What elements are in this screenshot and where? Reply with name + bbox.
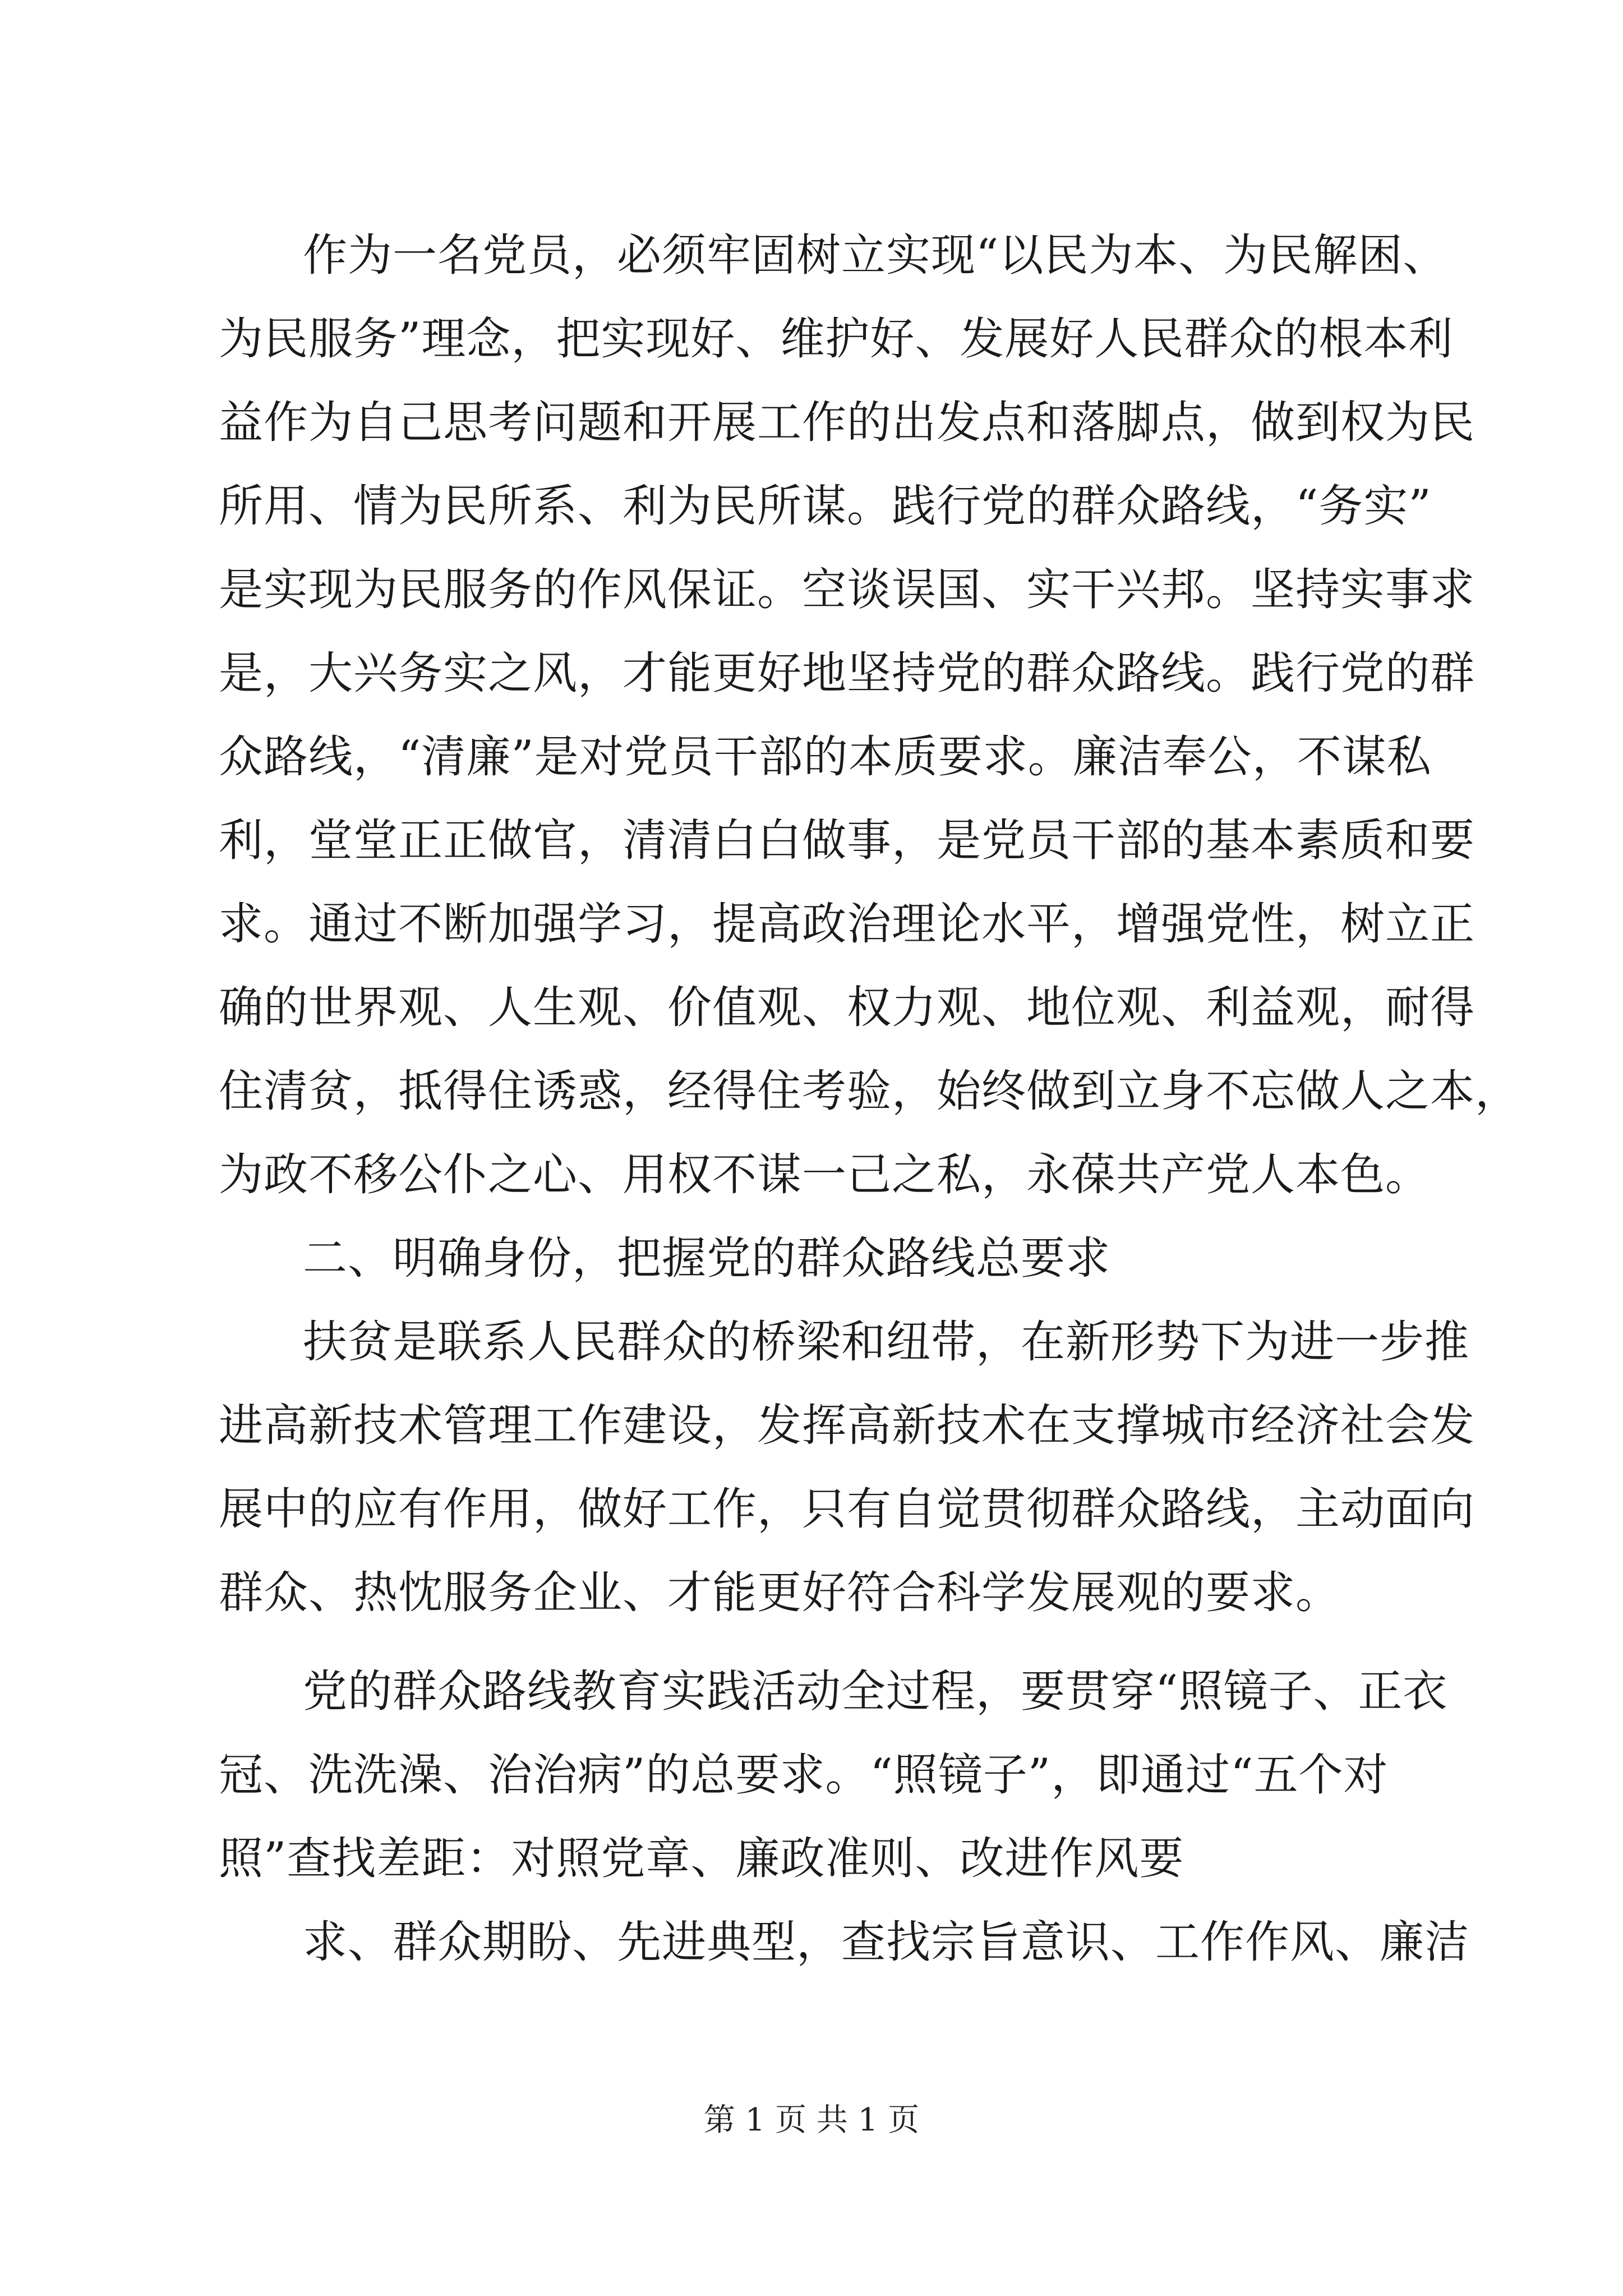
- paragraph-line: 作为一名党员，必须牢固树立实现“以民为本、为民解困、: [303, 229, 1448, 281]
- paragraph-line: 确的世界观、人生观、价值观、权力观、地位观、利益观，耐得: [219, 982, 1475, 1033]
- paragraph-line: 益作为自己思考问题和开展工作的出发点和落脚点，做到权为民: [219, 397, 1475, 448]
- paragraph-line: 为政不移公仆之心、用权不谋一己之私，永葆共产党人本色。: [219, 1149, 1430, 1200]
- paragraph-line: 进高新技术管理工作建设，发挥高新技术在支撑城市经济社会发: [219, 1400, 1475, 1451]
- paragraph-line: 众路线，“清廉”是对党员干部的本质要求。廉洁奉公，不谋私: [219, 731, 1432, 783]
- paragraph-line: 照”查找差距：对照党章、廉政准则、改进作风要: [219, 1833, 1184, 1884]
- paragraph-line: 展中的应有作用，做好工作，只有自觉贯彻群众路线，主动面向: [219, 1483, 1475, 1535]
- paragraph-line: 扶贫是联系人民群众的桥梁和纽带，在新形势下为进一步推: [303, 1316, 1469, 1368]
- paragraph-line: 求。通过不断加强学习，提高政治理论水平，增强党性，树立正: [219, 898, 1475, 950]
- paragraph-line: 求、群众期盼、先进典型，查找宗旨意识、工作作风、廉洁: [303, 1916, 1469, 1968]
- paragraph-line: 为民服务”理念，把实现好、维护好、发展好人民群众的根本利: [219, 313, 1454, 365]
- paragraph-line: 群众、热忱服务企业、才能更好符合科学发展观的要求。: [219, 1567, 1340, 1618]
- paragraph-line: 住清贫，抵得住诱惑，经得住考验，始终做到立身不忘做人之本，: [219, 1065, 1520, 1117]
- paragraph-line: 党的群众路线教育实践活动全过程，要贯穿“照镜子、正衣: [303, 1665, 1448, 1717]
- section-heading: 二、明确身份，把握党的群众路线总要求: [303, 1232, 1110, 1284]
- paragraph-line: 是实现为民服务的作风保证。空谈误国、实干兴邦。坚持实事求: [219, 564, 1475, 615]
- paragraph-line: 冠、洗洗澡、治治病”的总要求。“照镜子”，即通过“五个对: [219, 1749, 1389, 1801]
- page-number-footer: 第 1 页 共 1 页: [703, 2102, 920, 2138]
- paragraph-line: 利，堂堂正正做官，清清白白做事，是党员干部的基本素质和要: [219, 815, 1475, 866]
- paragraph-line: 所用、情为民所系、利为民所谋。践行党的群众路线，“务实”: [219, 480, 1432, 532]
- paragraph-line: 是，大兴务实之风，才能更好地坚持党的群众路线。践行党的群: [219, 647, 1475, 699]
